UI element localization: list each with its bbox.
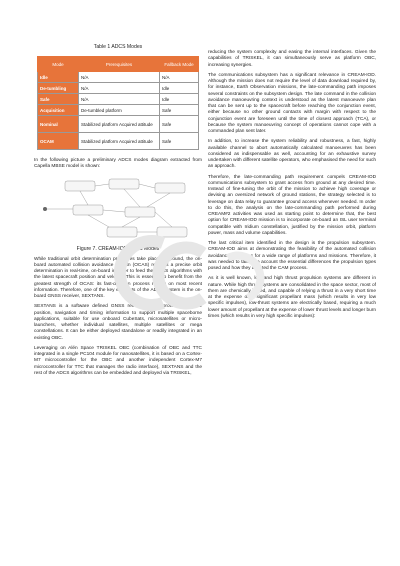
cell-mode: Nominal (38, 116, 79, 133)
cell-fallback: Idle (160, 94, 199, 105)
cell-mode: Acquisition (38, 105, 79, 116)
intro-paragraph: In the following picture a preliminary ADCS modes diagram extracted from Capella MBSE model is shown: (34, 158, 202, 170)
cell-prereq: Stabilized platform Acquired attitude (79, 116, 160, 133)
cell-mode: Safe (38, 94, 79, 105)
table-row (38, 116, 199, 133)
cell-mode: De-tumbling (38, 83, 79, 94)
cell-mode: Idle (38, 72, 79, 83)
table-row (38, 72, 199, 83)
paragraph: SEXTANS is a software defined GNSS receiver which provides accurate position, navigation and timing information to support multiple spaceborne applications, suitable for use onboard CubeSats, microsatellites or micro-launchers, whether individual satellites, multiple satellites or mega constellations. It can be either deployed standalone or readily integrated in an existing OBC. (34, 304, 202, 341)
cell-prereq: De-tumbled platform (79, 105, 160, 116)
diagram-state-box (125, 207, 155, 217)
cell-prereq: N/A (79, 72, 160, 83)
table-row (38, 83, 199, 94)
paragraph: Leveraging on Alén Space TRISKEL OBC (combination of OBC and TTC integrated in a single PC104 module for nanosatellites, it is based on a Cortex-M7 microcontroller for the OBC and another independent Cortex-M7 microcontroller for TTC that manages the radio interface), SEXTANS and the rest of the ADCS algorithms can be embedded and deployed via TRISKEL, (34, 345, 202, 376)
cell-prereq: N/A (79, 94, 160, 105)
cell-prereq: N/A (79, 83, 160, 94)
left-column (34, 44, 202, 381)
diagram-state-box (65, 181, 95, 191)
figure-caption: Figure 7. CREAM-IOD ADCS Modes (76, 245, 160, 252)
watermark-graphic (108, 228, 268, 318)
cell-prereq: Stabilized platform Acquired attitude (79, 133, 160, 150)
cell-fallback: N/A (160, 72, 199, 83)
diagram-state-box (109, 179, 139, 189)
paragraph: The last critical item identified in the design is the propulsion subsystem. CREAM-IOD aims at demonstrating the feasibility of the automated collision avoidance processes for a wide range of platforms and missions. Therefore, it was needed to take into account the essential differences the propulsion types posed and how they affected the CAM process. (208, 241, 376, 271)
paragraph: Therefore, the late-commanding path requirement compels CREAM-IOD communications subsystem to grant access from ground at any desired time. Instead of fine-tuning the orbit of the mission to achieve high coverage or devising an oversized network of ground stations, the strategy selected is to leverage on data relay to guarantee ground access whenever needed. In order to do this, the analysis on the late-commanding path performed during CREAM#2 activities was used as starting point to determine that, the best option for CREAM-IOD mission is to incorporate on-board an ISL user terminal compatible with Iridium constellation, justified by the mission orbit, platform power, mass and volume capabilities. (208, 174, 376, 236)
header-mode: Mode (38, 57, 79, 72)
adcs-modes-table (37, 56, 199, 150)
cell-fallback: Safe (160, 116, 199, 133)
cell-fallback: Safe (160, 105, 199, 116)
diagram-state-box (155, 183, 185, 193)
diagram-initial-node (43, 207, 47, 211)
paragraph: The communications subsystem has a significant relevance in CREAM-IOD. Although the mission does not require the level of data download required by, for instance, Earth Observation missions, the late-commanding path imposes several constraints on the subsystem design. The late command in the collision avoidance manoeuvring context is understood as the latest manoeuvre plan that can be sent up to the spacecraft before reaching the conjunction event, either because no other ground contacts with margin with respect to the conjunction event are foreseen until the time of closest approach (TCA), or because the system manoeuvring concept of operations cannot cope with a commanded plan sent later. (208, 72, 376, 134)
paragraph: As it is well known, low and high thrust propulsion systems are different in nature. While high thrust systems are consolidated in the space sector, most of them are chemically based, and capable of relying a thrust in a very short time at the expense of a significant propellant mass (which results in very low specific impulses), low-thrust systems are electrically based, requiring a much lower amount of propellant at the expense of lower thrust levels and longer burn times (which results in very high specific impulses): (208, 276, 376, 319)
paragraph: While traditional orbit determination processes take place on-ground, the on-board automated collision avoidance system (OCAS) requires a precise orbit determination in real-time, on-board in order to feed the OCAS algorithms with the latest spacecraft position and velocity. This is essential to benefit from the greatest strength of OCAS: its fast-decision process relying on most recent information. Therefore, one of the key elements of the ADCS system is the on-board GNSS receiver, SEXTANS. (34, 256, 202, 299)
paragraph: reducing the system complexity and easing the internal interfaces. Given the capabilities of TRISKEL, it can simultaneously serve as platform OBC, increasing synergies. (208, 50, 376, 68)
table-caption: Table 1 ADCS Modes (93, 44, 143, 50)
cell-mode: OCAM (38, 133, 79, 150)
cell-fallback: Idle (160, 83, 199, 94)
cell-fallback: Safe (160, 133, 199, 150)
header-prerequisites: Prerequisites (79, 57, 160, 72)
table-header-row (38, 57, 199, 72)
header-fallback: Fallback Mode (160, 57, 199, 72)
table-row (38, 94, 199, 105)
table-row (38, 105, 199, 116)
diagram-state-box (73, 205, 103, 215)
table-row (38, 133, 199, 150)
paragraph: In addition, to increase the system reliability and robustness, a fast, highly available channel to abort automatically calculated manoeuvres has been considered as indispensable as well, accounting for an exhaustive survey undertaken with different satellite operators, who emphasised the need for such an approach. (208, 139, 376, 170)
